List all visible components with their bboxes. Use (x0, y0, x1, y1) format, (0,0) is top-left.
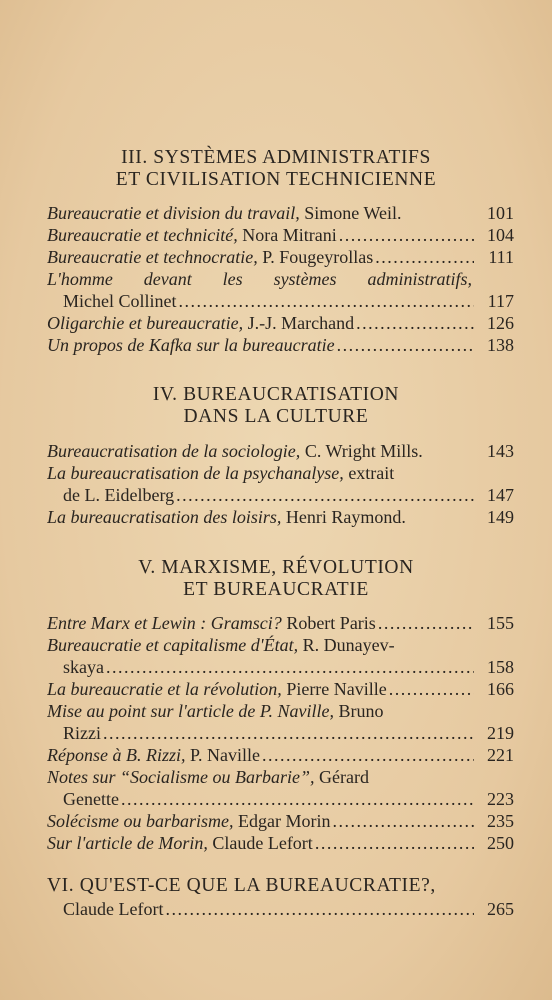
entry-page: 250 (487, 833, 514, 853)
entry-page: 143 (487, 441, 514, 461)
toc-entry[interactable] (47, 678, 514, 700)
toc-entry-line2[interactable] (63, 722, 514, 744)
entry-title: La bureaucratisation de la psychanalyse, (47, 463, 344, 483)
entry-page: 235 (487, 811, 514, 831)
entry-author: P. Fougeyrollas (257, 247, 374, 267)
section-iv-title-line2: DANS LA CULTURE (183, 406, 369, 427)
entry-title: Un propos de Kafka sur la bureaucratie (47, 335, 335, 355)
entry-page: 126 (487, 313, 514, 333)
entry-author: Bruno (334, 701, 384, 721)
entry-author: Edgar Morin (233, 811, 331, 831)
entry-page: 223 (487, 789, 514, 809)
toc-entry-line1[interactable] (47, 700, 514, 722)
entry-author: R. Dunayev- (298, 635, 395, 655)
toc-entry-line2[interactable] (63, 290, 514, 312)
section-v-title-line2: ET BUREAUCRATIE (183, 579, 369, 600)
toc-entry-line1[interactable] (47, 268, 514, 290)
entry-page: 138 (487, 335, 514, 355)
entry-title: Oligarchie et bureaucratie, (47, 313, 244, 333)
entry-title: Bureaucratie et division du travail, (47, 203, 300, 223)
section-vi-title[interactable]: VI. QU'EST-CE QUE LA BUREAUCRATIE?, (47, 875, 436, 896)
toc-entry-line1[interactable] (47, 634, 514, 656)
entry-page: 111 (488, 247, 514, 267)
entry-author: Claude Lefort (207, 833, 313, 853)
entry-author: J.-J. Marchand (243, 313, 355, 333)
toc-entry[interactable] (47, 506, 514, 528)
toc-entry-line2[interactable] (63, 788, 514, 810)
entry-author: Rizzi (63, 723, 101, 743)
entry-page: 158 (487, 657, 514, 677)
toc-entry[interactable] (47, 246, 514, 268)
section-iii-title-line2: ET CIVILISATION TECHNICIENNE (115, 169, 437, 190)
entry-author: extrait (343, 463, 395, 483)
entry-author: Claude Lefort (63, 899, 164, 919)
entry-author: Genette (63, 789, 119, 809)
entry-page: 101 (487, 203, 514, 223)
entry-title: Bureaucratie et technocratie, (47, 247, 258, 267)
entry-title: Notes sur “Socialisme ou Barbarie”, (47, 767, 315, 787)
entry-title: Mise au point sur l'article de P. Naville, (47, 701, 334, 721)
entry-title: Entre Marx et Lewin : Gramsci? (47, 613, 282, 633)
toc-entry[interactable] (47, 334, 514, 356)
entry-title: Bureaucratie et capitalisme d'État, (47, 635, 299, 655)
entry-title: La bureaucratie et la révolution, (47, 679, 282, 699)
toc-entry[interactable] (47, 810, 514, 832)
entry-author: C. Wright Mills. (300, 441, 423, 461)
entry-title: L'homme devant les systèmes administratifs, (47, 269, 472, 289)
entry-title: Sur l'article de Morin, (47, 833, 208, 853)
toc-entry[interactable] (47, 744, 514, 766)
section-v-title-line1: V. MARXISME, RÉVOLUTION (138, 557, 414, 578)
toc-entry[interactable] (47, 832, 514, 854)
toc-entry-line2[interactable] (63, 898, 514, 920)
entry-title: Bureaucratie et technicité, (47, 225, 238, 245)
toc-entry[interactable] (47, 224, 514, 246)
entry-page: 147 (487, 485, 514, 505)
entry-page: 219 (487, 723, 514, 743)
entry-author: skaya (63, 657, 104, 677)
entry-author: de L. Eidelberg (63, 485, 175, 505)
toc-entry-line2[interactable] (63, 484, 514, 506)
entry-page: 155 (487, 613, 514, 633)
entry-page: 166 (487, 679, 514, 699)
entry-author: P. Naville (185, 745, 260, 765)
entry-page: 149 (487, 507, 514, 527)
entry-title: La bureaucratisation des loisirs, (47, 507, 282, 527)
toc-entry[interactable] (47, 612, 514, 634)
toc-entry[interactable] (47, 312, 514, 334)
entry-author: Robert Paris (281, 613, 376, 633)
toc-entry[interactable] (47, 440, 514, 462)
entry-author: Nora Mitrani (237, 225, 337, 245)
entry-title: Réponse à B. Rizzi, (47, 745, 186, 765)
entry-author: Michel Collinet (63, 291, 177, 311)
entry-page: 104 (487, 225, 514, 245)
section-iv-title-line1: IV. BUREAUCRATISATION (152, 384, 400, 405)
toc-entry-line1[interactable] (47, 462, 514, 484)
toc-entry[interactable] (47, 202, 514, 224)
section-iii-title-line1: III. SYSTÈMES ADMINISTRATIFS (121, 147, 431, 168)
entry-title: Solécisme ou barbarisme, (47, 811, 234, 831)
toc-entry-line1[interactable] (47, 766, 514, 788)
entry-author: Henri Raymond. (281, 507, 406, 527)
entry-title: Bureaucratisation de la sociologie, (47, 441, 301, 461)
entry-page: 117 (487, 291, 514, 311)
entry-author: Gérard (314, 767, 369, 787)
toc-entry-line2[interactable] (63, 656, 514, 678)
entry-page: 265 (487, 899, 514, 919)
entry-author: Simone Weil. (299, 203, 402, 223)
entry-page: 221 (487, 745, 514, 765)
entry-author: Pierre Naville (281, 679, 387, 699)
